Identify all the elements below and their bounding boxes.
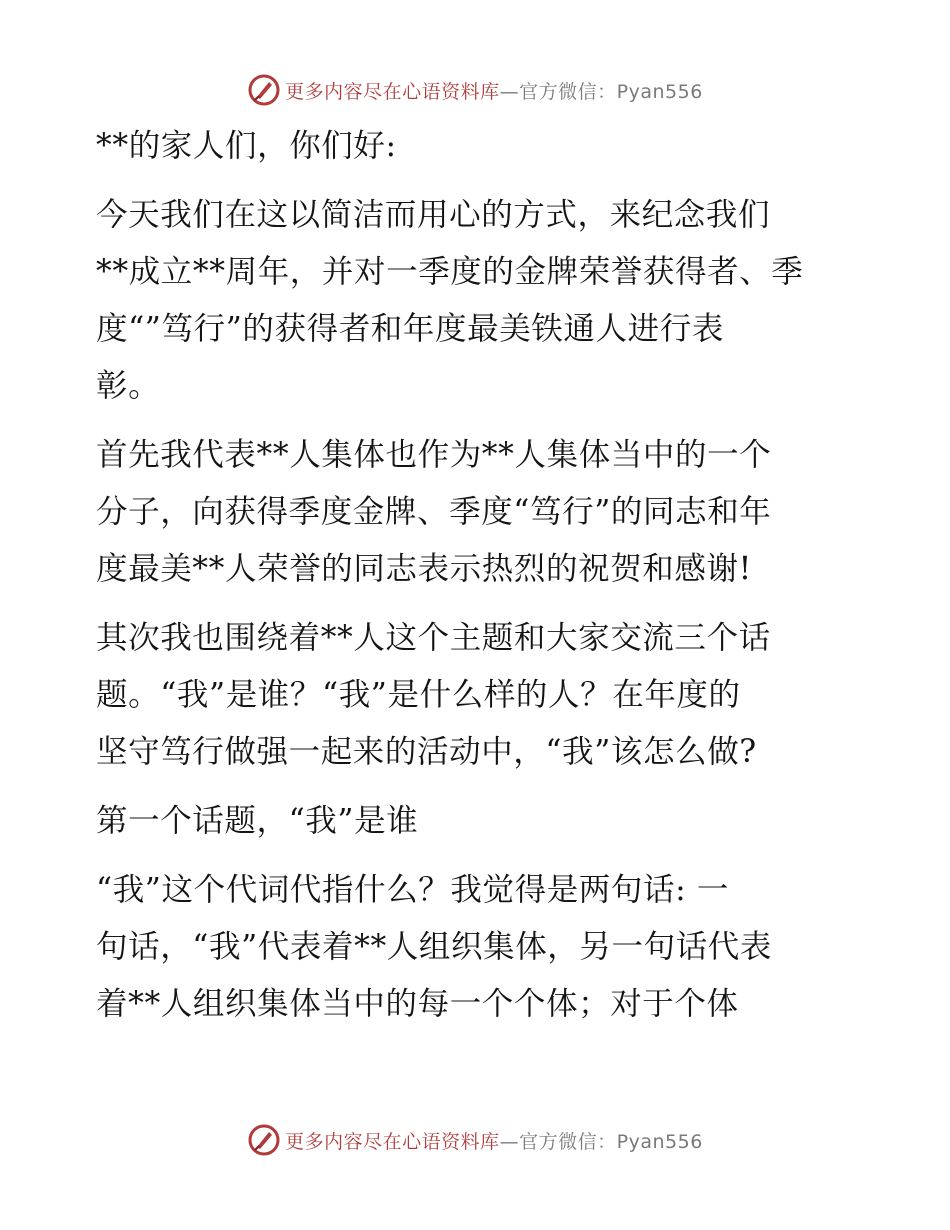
watermark-wechat: —官方微信：Pyan556 bbox=[499, 1130, 703, 1153]
paragraph-line: 度最美**人荣誉的同志表示热烈的祝贺和感谢! bbox=[96, 551, 752, 587]
paragraph-line: 其次我也围绕着**人这个主题和大家交流三个话 bbox=[96, 620, 771, 656]
paragraph-line: 着**人组织集体当中的每一个个体；对于个体 bbox=[96, 986, 739, 1022]
paragraph-line: “我”这个代词代指什么？我觉得是两句话: 一 bbox=[96, 872, 730, 908]
paragraph-line: 分子，向获得季度金牌、季度“笃行”的同志和年 bbox=[96, 494, 772, 530]
paragraph-line: 坚守笃行做强一起来的活动中，“我”该怎么做? bbox=[96, 734, 757, 770]
paragraph-2 bbox=[96, 427, 852, 598]
paragraph-line: 句话，“我”代表着**人组织集体，另一句话代表 bbox=[96, 929, 773, 965]
watermark-site: 更多内容尽在心语资料库 bbox=[285, 1130, 500, 1153]
paragraph-3 bbox=[96, 610, 852, 781]
watermark-wechat: —官方微信：Pyan556 bbox=[499, 80, 703, 103]
document-body bbox=[96, 118, 852, 1033]
watermark-text bbox=[285, 77, 703, 104]
paragraph-line: 首先我代表**人集体也作为**人集体当中的一个 bbox=[96, 437, 772, 473]
paragraph-line: **成立**周年，并对一季度的金牌荣誉获得者、季 bbox=[96, 254, 804, 290]
quill-seal-icon bbox=[247, 1123, 281, 1157]
footer-watermark bbox=[0, 1120, 950, 1160]
quill-seal-icon bbox=[247, 73, 281, 107]
greeting: **的家人们，你们好: bbox=[96, 128, 397, 164]
section-heading: 第一个话题，“我”是谁 bbox=[96, 803, 419, 839]
watermark-site: 更多内容尽在心语资料库 bbox=[285, 80, 500, 103]
paragraph-line: 今天我们在这以简洁而用心的方式，来纪念我们 bbox=[96, 197, 771, 233]
paragraph-1 bbox=[96, 187, 852, 415]
paragraph-4 bbox=[96, 862, 852, 1033]
paragraph-line: 题。“我”是谁？“我”是什么样的人？在年度的 bbox=[96, 677, 741, 713]
paragraph-line: 度“”笃行”的获得者和年度最美铁通人进行表 bbox=[96, 311, 724, 347]
watermark-text bbox=[285, 1127, 703, 1154]
paragraph-line: 彰。 bbox=[96, 368, 161, 404]
header-watermark bbox=[0, 70, 950, 110]
